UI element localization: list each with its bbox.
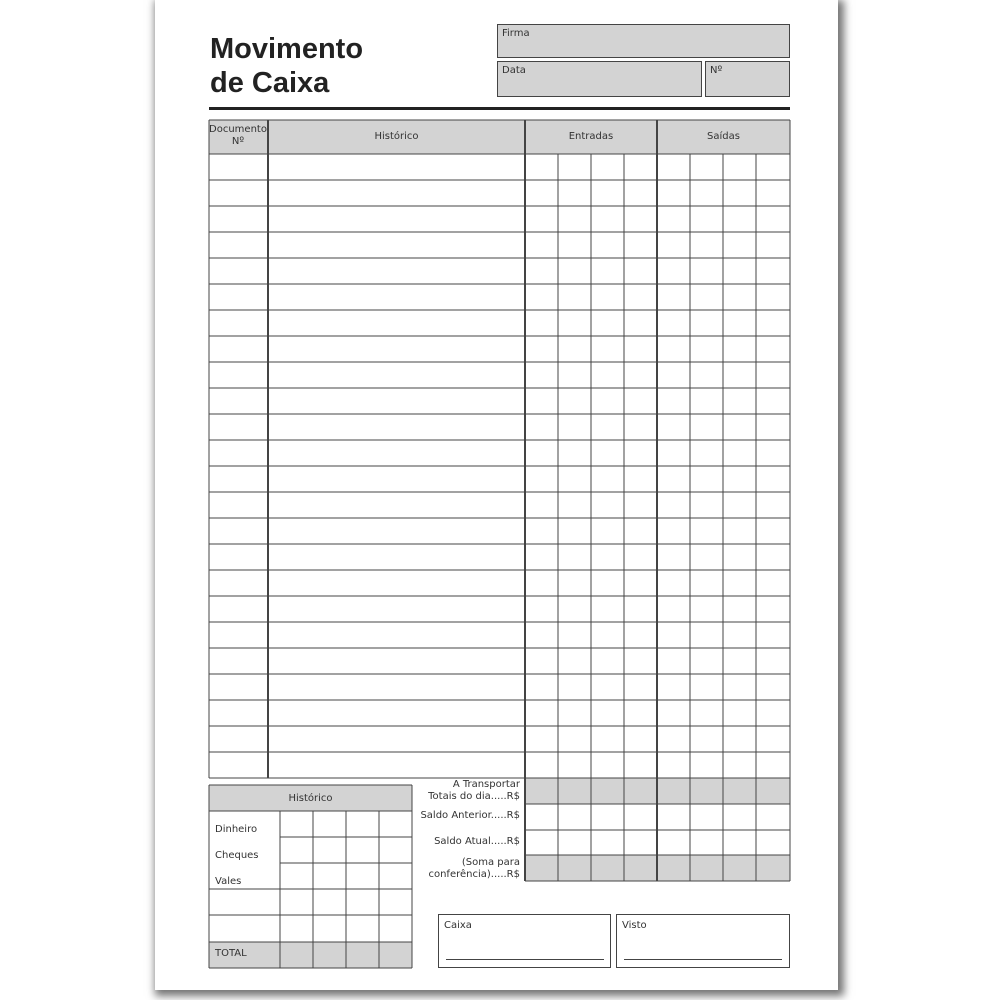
col-saidas-header: Saídas	[707, 131, 740, 142]
summary-historico-header: Histórico	[288, 793, 333, 804]
col-documento-header	[209, 124, 267, 148]
caixa-label: Caixa	[444, 920, 472, 931]
cheques-label: Cheques	[215, 850, 259, 861]
title-line-1: Movimento	[210, 33, 364, 65]
total-label: TOTAL	[215, 948, 247, 959]
totais-do-dia-text: Totais do dia.....R$	[428, 791, 520, 802]
col-historico-header: Histórico	[374, 131, 419, 142]
soma-conferencia-label	[380, 857, 520, 881]
conferencia-text: conferência).....R$	[428, 869, 520, 880]
a-transportar-text: A Transportar	[452, 779, 520, 790]
col-entradas-header: Entradas	[568, 131, 614, 142]
visto-signature-line	[624, 959, 782, 960]
saldo-anterior-label: Saldo Anterior.....R$	[420, 810, 520, 821]
title-line-2: de Caixa	[210, 67, 330, 99]
caixa-signature-line	[446, 959, 604, 960]
numero-label: Nº	[710, 65, 723, 76]
col-documento-line2: Nº	[231, 136, 245, 147]
saldo-atual-label: Saldo Atual.....R$	[434, 836, 520, 847]
dinheiro-label: Dinheiro	[215, 824, 258, 835]
vales-label: Vales	[215, 876, 242, 887]
visto-label: Visto	[622, 920, 647, 931]
soma-para-text: (Soma para	[461, 857, 520, 868]
firma-label: Firma	[502, 28, 530, 39]
col-documento-line1: Documento	[209, 124, 267, 135]
data-label: Data	[502, 65, 526, 76]
